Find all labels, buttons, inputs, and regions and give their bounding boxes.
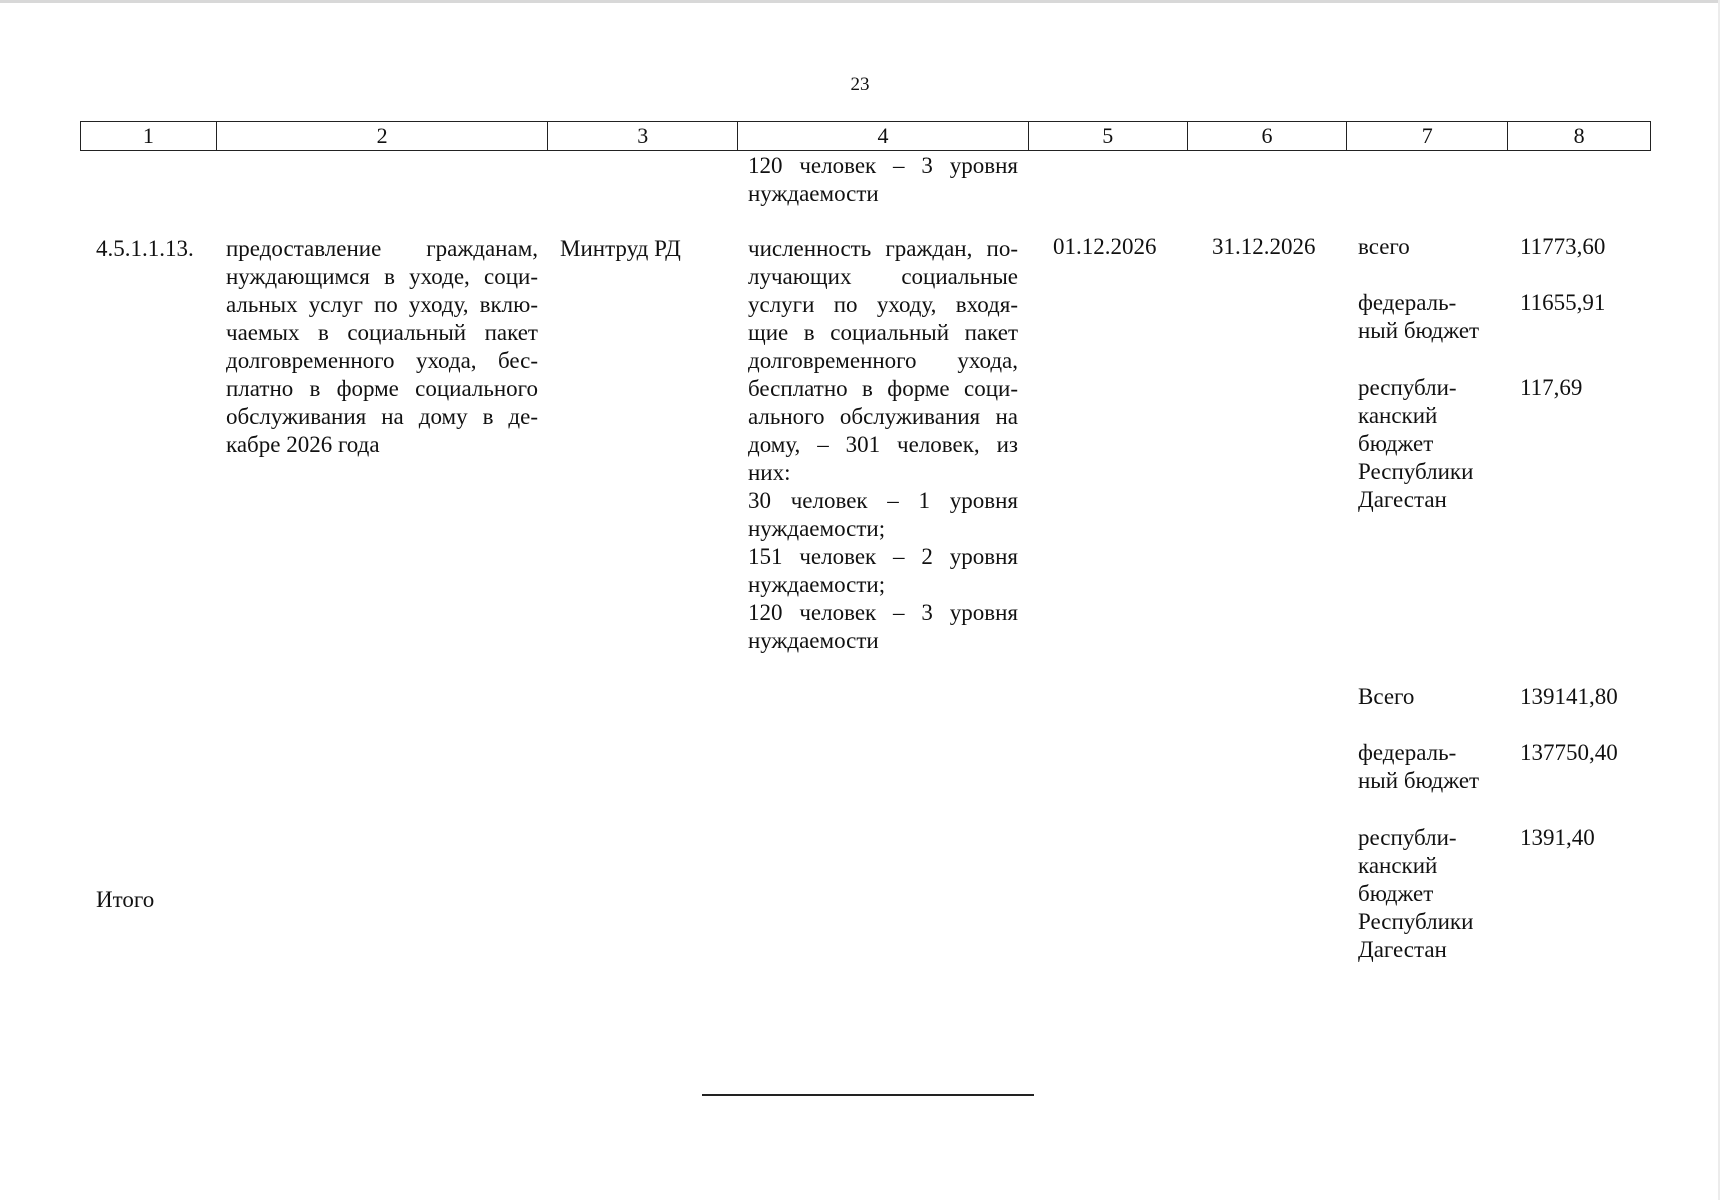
item-result-line: численность граждан, по- [748,236,1018,261]
item-result-line: 30 человек – 1 уровня [748,488,1018,513]
item-funding-label: республи- [1358,375,1457,400]
item-result-line: нуждаемости; [748,572,886,597]
item-result-line: долговременного ухода, [748,348,1018,373]
item-funding-amount: 11773,60 [1520,234,1606,259]
item-start-date: 01.12.2026 [1053,234,1157,259]
item-executor: Минтруд РД [560,236,681,261]
total-funding-amount: 1391,40 [1520,825,1595,850]
total-funding-label: канский [1358,853,1438,878]
total-funding-amount: 139141,80 [1520,684,1618,709]
item-description-line: долговременного ухода, бес- [226,348,538,373]
item-result-line: лучающих социальные [748,264,1018,289]
scan-edge [0,0,1720,3]
page-number: 23 [850,74,870,95]
item-result-line: 120 человек – 3 уровня [748,600,1018,625]
header-col-8: 8 [1573,123,1585,148]
item-funding-label: федераль- [1358,290,1457,315]
item-funding-label: ный бюджет [1358,318,1480,343]
total-label: Итого [96,887,155,912]
item-description-line: альных услуг по уходу, вклю- [226,292,538,317]
header-col-7: 7 [1347,122,1508,150]
item-funding-label: бюджет [1358,431,1434,456]
header-col-2: 2 [217,122,549,150]
item-result-line: 151 человек – 2 уровня [748,544,1018,569]
item-result-line: услуги по уходу, входя- [748,292,1018,317]
item-description-line: нуждающимся в уходе, соци- [226,264,538,289]
item-result-line: бесплатно в форме соци- [748,376,1018,401]
item-end-date: 31.12.2026 [1212,234,1316,259]
item-number: 4.5.1.1.13. [96,236,194,261]
item-description-line: чаемых в социальный пакет [226,320,538,345]
header-col-3: 3 [548,122,738,150]
item-description-line: предоставление гражданам, [226,236,538,261]
item-description-line: платно в форме социального [226,376,538,401]
item-result-line: дому, – 301 человек, из [748,432,1018,457]
item-result-line: щие в социальный пакет [748,320,1018,345]
continuation-line: нуждаемости [748,181,879,206]
item-funding-label: канский [1358,403,1438,428]
item-funding-label: Республики [1358,459,1474,484]
item-result-line: ального обслуживания на [748,404,1018,429]
header-col-6: 6 [1188,122,1348,150]
item-funding-amount: 11655,91 [1520,290,1606,315]
header-col-4: 4 [738,122,1029,150]
item-funding-label: всего [1358,234,1410,259]
header-col-5: 5 [1029,122,1188,150]
continuation-line: 120 человек – 3 уровня [748,153,1018,178]
table-header-row [80,121,1651,151]
total-funding-label: Всего [1358,684,1415,709]
item-result-line: них: [748,460,791,485]
item-funding-amount: 117,69 [1520,375,1583,400]
total-funding-label: Республики [1358,909,1474,934]
total-funding-label: ный бюджет [1358,768,1480,793]
header-col-1: 1 [81,122,217,150]
total-funding-amount: 137750,40 [1520,740,1618,765]
item-description-line: кабре 2026 года [226,432,380,457]
footer-rule [702,1094,1034,1096]
item-result-line: нуждаемости; [748,516,886,541]
total-funding-label: бюджет [1358,881,1434,906]
item-result-line: нуждаемости [748,628,879,653]
total-funding-label: республи- [1358,825,1457,850]
total-funding-label: Дагестан [1358,937,1447,962]
total-funding-label: федераль- [1358,740,1457,765]
item-funding-label: Дагестан [1358,487,1447,512]
item-description-line: обслуживания на дому в де- [226,404,538,429]
